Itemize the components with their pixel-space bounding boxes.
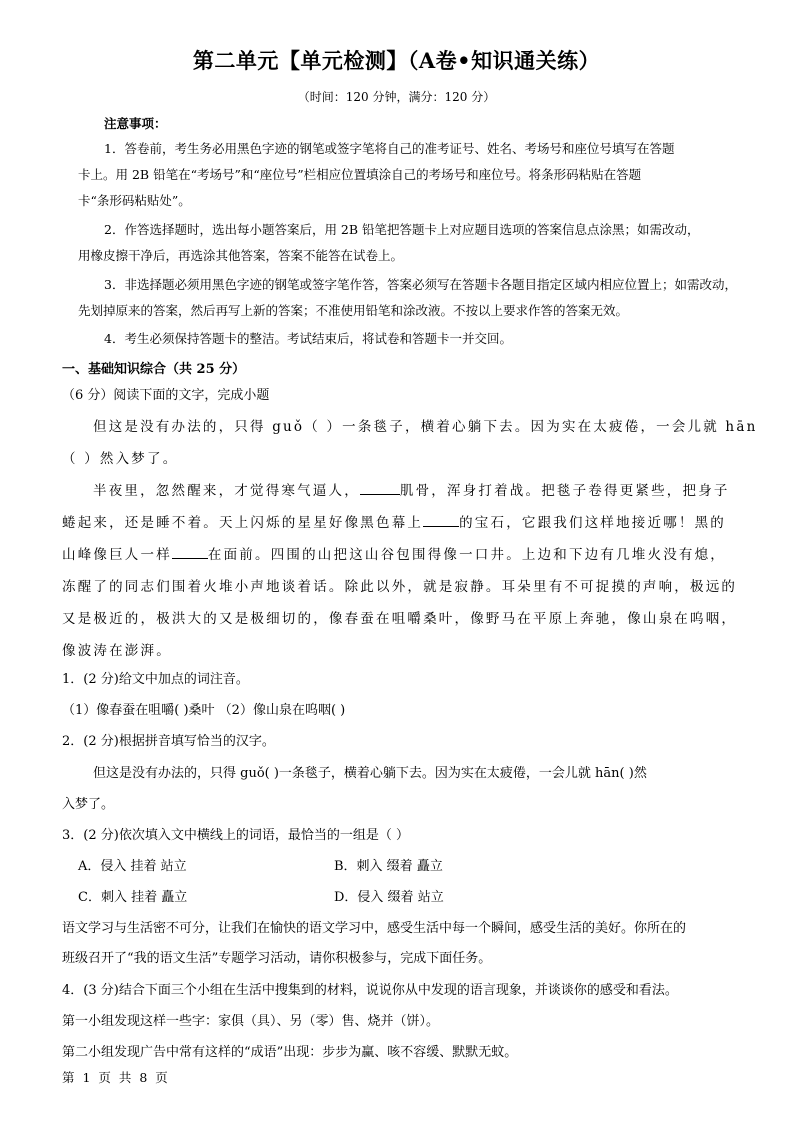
fill-blank-2[interactable]: [423, 526, 459, 527]
passage-text: 肌骨，浑身打着战。把毯子卷得更紧些，把身子: [399, 483, 730, 499]
question-1-items: （1）像春蚕在咀嚼( )桑叶 （2）像山泉在呜咽( ): [62, 703, 346, 718]
passage-text: 蜷起来，还是睡不着。天上闪烁的星星好像黑色幕上: [62, 515, 424, 531]
passage-text: 山峰像巨人一样: [62, 547, 172, 563]
notice-line: 卡“条形码粘贴处”。: [78, 193, 191, 208]
passage-text: 半夜里，忽然醒来，才觉得寒气逼人，: [93, 483, 360, 499]
fill-blank-3[interactable]: [172, 558, 208, 559]
activity-intro: 语文学习与生活密不可分，让我们在愉快的语文学习中，感受生活中每一个瞬间，感受生活的美好。你所在的: [62, 921, 687, 936]
option-d[interactable]: D．侵入 缀着 站立: [334, 890, 444, 905]
notice-line: 2．作答选择题时，选出每小题答案后，用 2B 铅笔把答题卡上对应题目选项的答案信息点涂黑；如需改动，: [104, 222, 700, 237]
passage-line: 冻醒了的同志们围着火堆小声地谈着话。除此以外，就是寂静。耳朵里有不可捉摸的声响，极远的: [62, 579, 738, 595]
group-1-material: 第一小组发现这样一些字：家俱（具）、另（零）售、烧并（饼）。: [62, 1014, 440, 1029]
notice-line: 用橡皮擦干净后，再选涂其他答案，答案不能答在试卷上。: [78, 248, 404, 263]
passage-text: 的宝石，它跟我们这样地接近哪！黑的: [459, 515, 727, 531]
option-a[interactable]: A．侵入 挂着 站立: [78, 859, 187, 874]
activity-intro: 班级召开了“我的语文生活”专题学习活动，请你积极参与，完成下面任务。: [62, 951, 492, 966]
notice-line: 4．考生必须保持答题卡的整洁。考试结束后，将试卷和答题卡一并交回。: [104, 331, 512, 346]
option-c[interactable]: C．刺入 挂着 矗立: [78, 890, 188, 905]
section-intro: （6 分）阅读下面的文字，完成小题: [62, 388, 270, 403]
exam-time-info: （时间：120 分钟，满分：120 分）: [297, 90, 496, 104]
question-4-stem: 4．(3 分)结合下面三个小组在生活中搜集到的材料，说说你从中发现的语言现象，并谈谈你的感受和看法。: [62, 983, 678, 998]
question-2-line: 入梦了。: [62, 797, 115, 812]
question-2-line: 但这是没有办法的，只得 guǒ( )一条毯子，横着心躺下去。因为实在太疲倦，一会儿就 hān( )然: [93, 766, 647, 781]
passage-line: 又是极近的，极洪大的又是极细切的，像春蚕在咀嚼桑叶，像野马在平原上奔驰，像山泉在呜咽，: [62, 611, 738, 627]
question-1-stem: 1．(2 分)给文中加点的词注音。: [62, 672, 249, 687]
passage-line: （ ）然入梦了。: [62, 451, 179, 467]
page-number: 第 1 页 共 8 页: [62, 1070, 170, 1085]
page-title: 第二单元【单元检测】（A卷•知识通关练）: [192, 48, 601, 73]
passage-line: [62, 543, 726, 563]
question-2-stem: 2．(2 分)根据拼音填写恰当的汉字。: [62, 734, 275, 749]
notice-line: 1．答卷前，考生务必用黑色字迹的钢笔或签字笔将自己的准考证号、姓名、考场号和座位号填写在答题: [104, 141, 675, 156]
notice-line: 先划掉原来的答案，然后再写上新的答案；不准使用铅笔和涂改液。不按以上要求作答的答案无效。: [78, 303, 629, 318]
passage-line: [93, 479, 730, 499]
passage-line: 像波涛在澎湃。: [62, 643, 172, 659]
notice-heading: 注意事项：: [104, 116, 167, 131]
notice-line: 3．非选择题必须用黑色字迹的钢笔或签字笔作答，答案必须写在答题卡各题目指定区域内相应位置上；如需改动，: [104, 277, 737, 292]
passage-line: 但这是没有办法的，只得 guǒ（ ）一条毯子，横着心躺下去。因为实在太疲倦，一会儿就 hān: [93, 419, 758, 435]
question-3-stem: 3．(2 分)依次填入文中横线上的词语，最恰当的一组是（ ）: [62, 828, 409, 843]
passage-line: [62, 511, 726, 531]
option-b[interactable]: B．刺入 缀着 矗立: [334, 859, 443, 874]
passage-text: 在面前。四围的山把这山谷包围得像一口井。上边和下边有几堆火没有熄，: [207, 547, 727, 563]
fill-blank-1[interactable]: [360, 494, 400, 495]
notice-line: 卡上。用 2B 铅笔在“考场号”和“座位号”栏相应位置填涂自己的考场号和座位号。将条形码粘贴在答题: [78, 167, 642, 182]
section-heading: 一、基础知识综合（共 25 分）: [62, 362, 246, 377]
group-2-material: 第二小组发现广告中常有这样的“成语”出现：步步为赢、咳不容缓、默默无蚊。: [62, 1045, 518, 1060]
